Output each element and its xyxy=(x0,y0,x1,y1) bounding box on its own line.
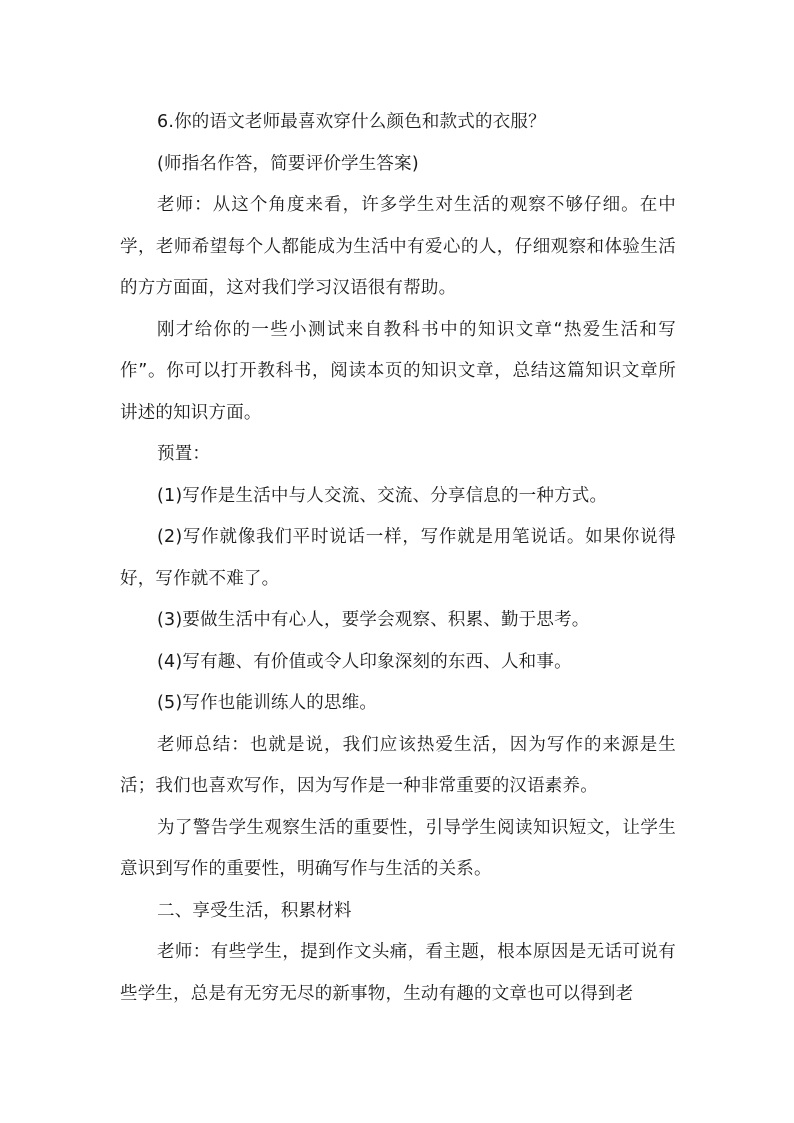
intro-paragraph: 刚才给你的一些小测试来自教科书中的知识文章“热爱生活和写作”。你可以打开教科书，阅读本页的知识文章，总结这篇知识文章所讲述的知识方面。 xyxy=(120,319,676,423)
preset-item-2: (2)写作就像我们平时说话一样，写作就是用笔说话。如果你说得好，写作就不难了。 xyxy=(120,527,676,589)
document-body xyxy=(120,102,676,1015)
preset-item-3: (3)要做生活中有心人，要学会观察、积累、勤于思考。 xyxy=(157,610,590,630)
teacher-summary: 老师总结：也就是说，我们应该热爱生活，因为写作的来源是生活；我们也喜欢写作，因为写作是一种非常重要的汉语素养。 xyxy=(120,734,676,796)
purpose-paragraph: 为了警告学生观察生活的重要性，引导学生阅读知识短文，让学生意识到写作的重要性，明确写作与生活的关系。 xyxy=(120,817,676,879)
preset-heading: 预置： xyxy=(157,444,211,464)
section-heading: 二、享受生活，积累材料 xyxy=(157,900,352,921)
teacher-remark: 老师：从这个角度来看，许多学生对生活的观察不够仔细。在中学，老师希望每个人都能成为生活中有爱心的人，仔细观察和体验生活的方方面面，这对我们学习汉语很有帮助。 xyxy=(120,195,676,298)
preset-item-1: (1)写作是生活中与人交流、交流、分享信息的一种方式。 xyxy=(157,485,608,506)
preset-item-5: (5)写作也能训练人的思维。 xyxy=(157,693,378,713)
question-6: 6.你的语文老师最喜欢穿什么颜色和款式的衣服？ xyxy=(157,112,546,132)
preset-item-4: (4)写有趣、有价值或令人印象深刻的东西、人和事。 xyxy=(157,651,572,672)
teacher-paragraph: 老师：有些学生，提到作文头痛，看主题，根本原因是无话可说有些学生，总是有无穷无尽的新事物，生动有趣的文章也可以得到老 xyxy=(120,942,676,1004)
teacher-note: (师指名作答，简要评价学生答案) xyxy=(157,153,419,174)
